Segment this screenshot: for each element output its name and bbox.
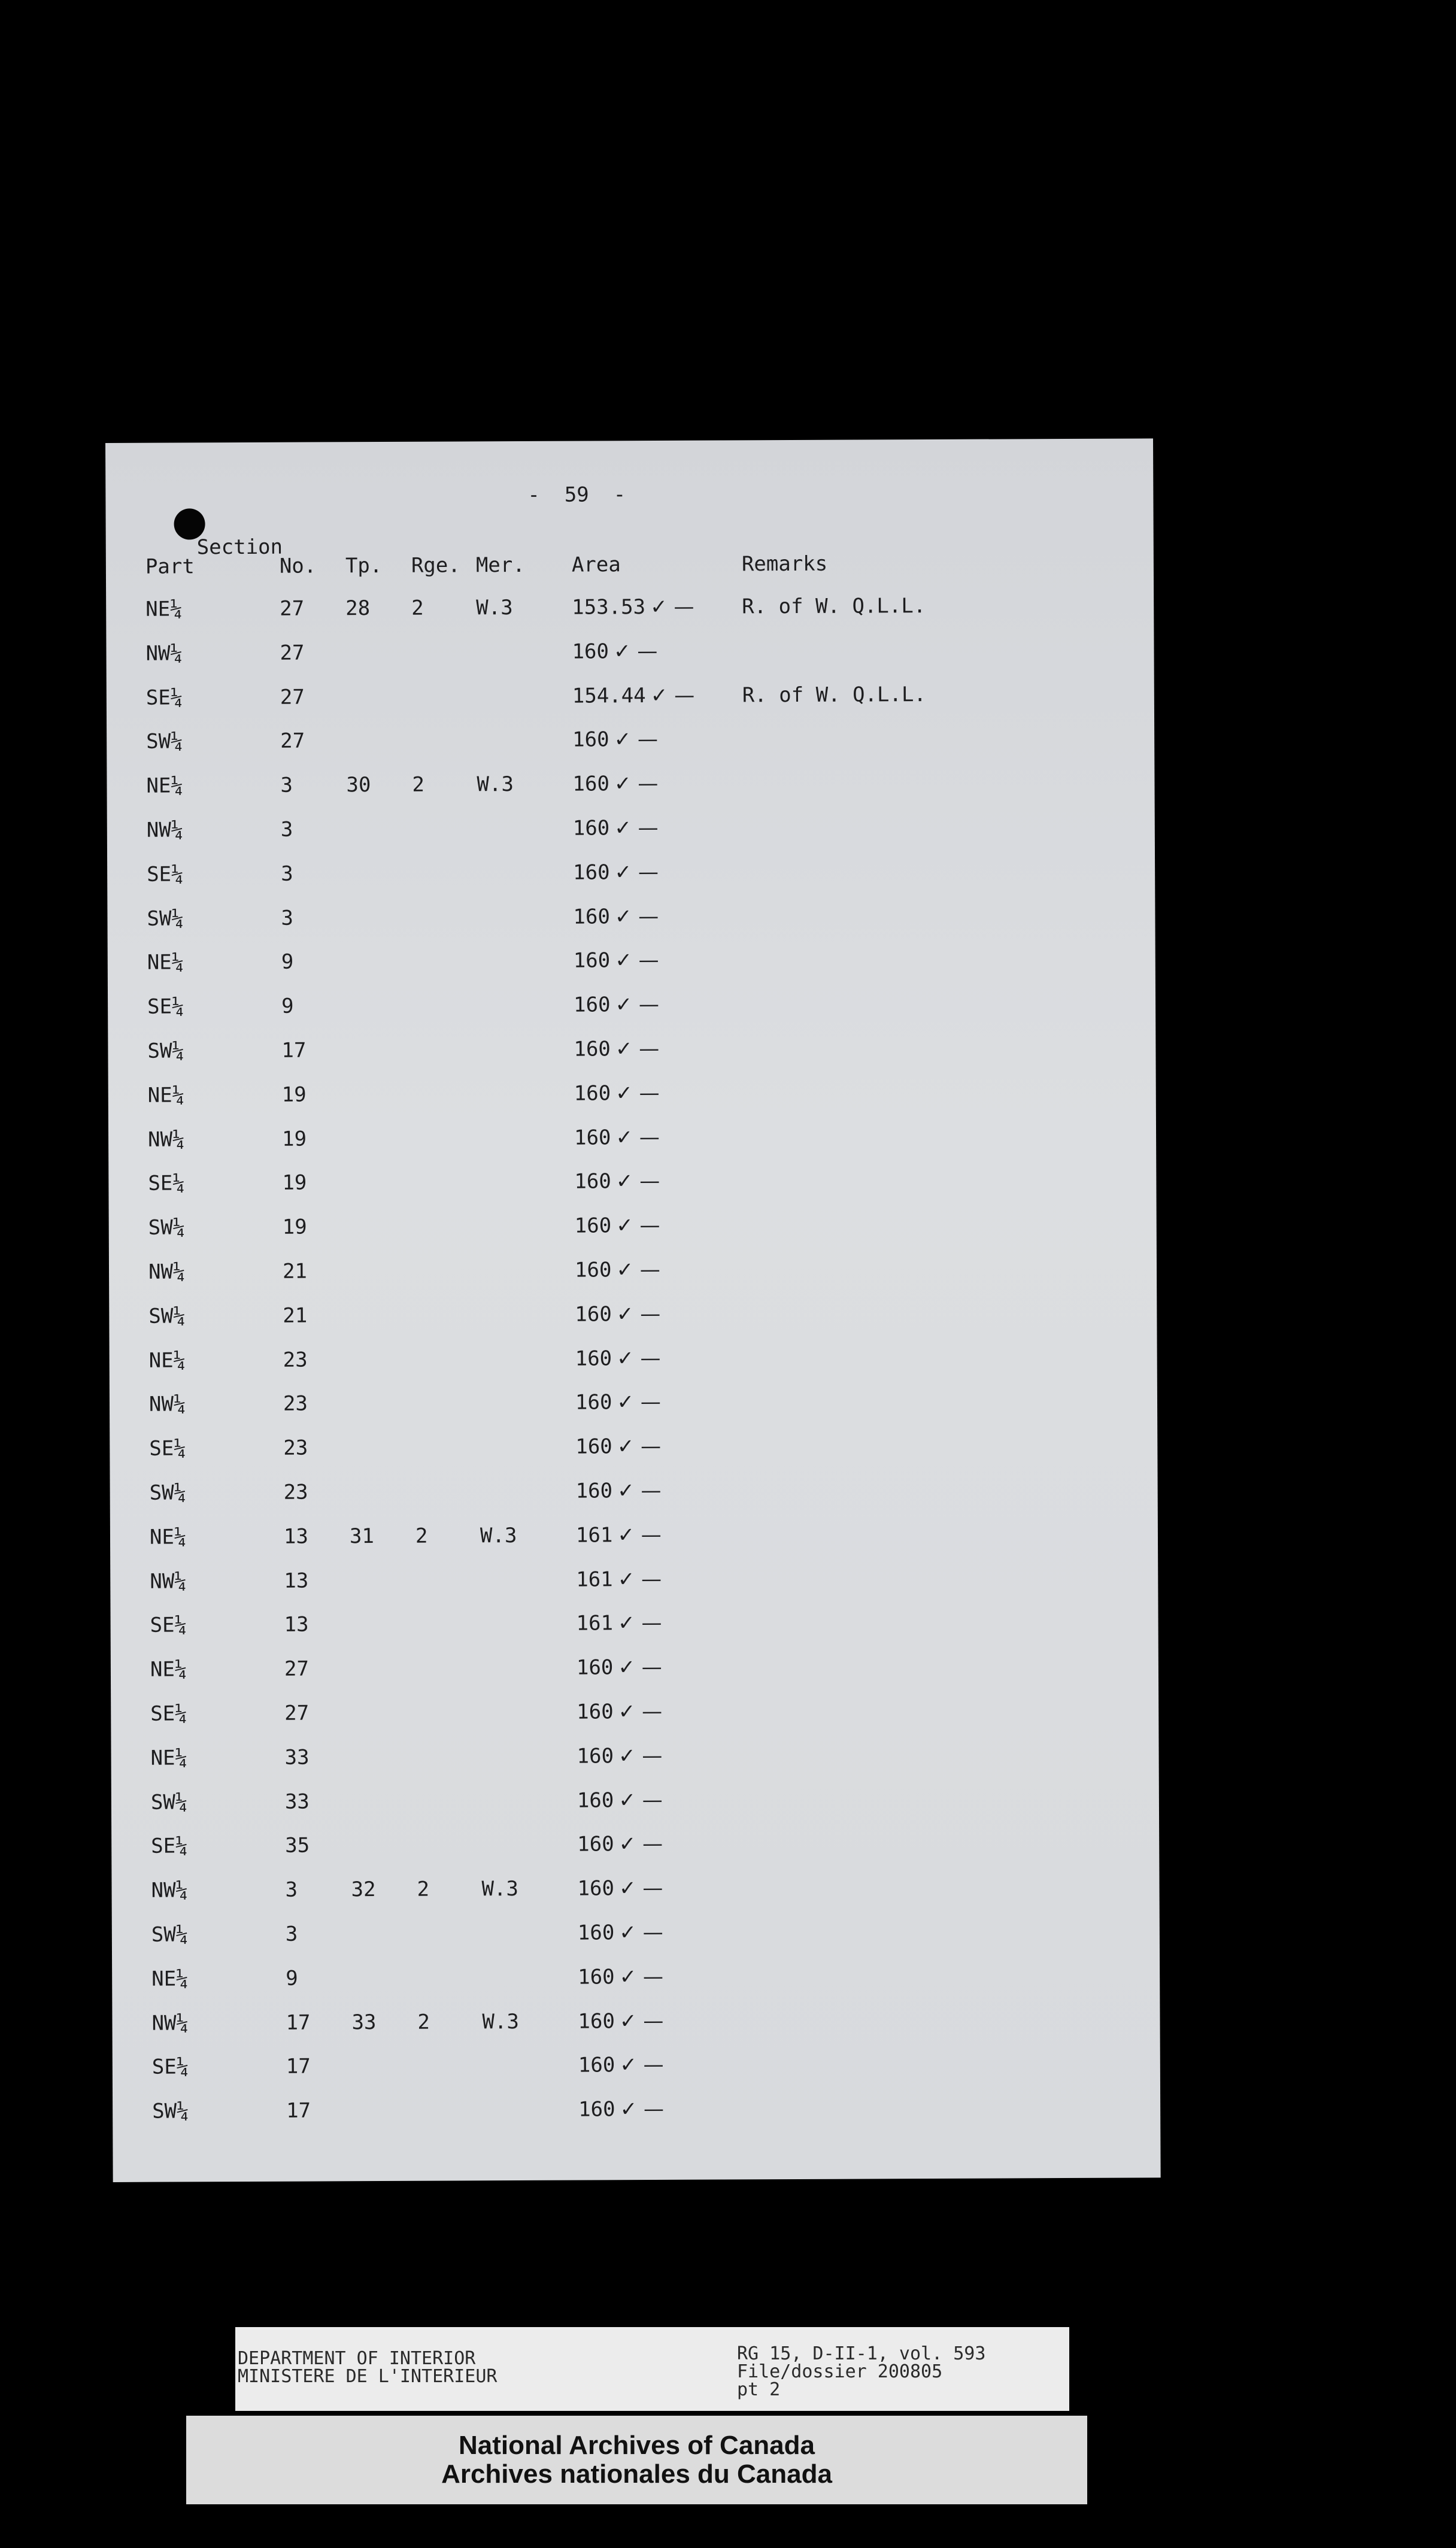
- cell-area: 160: [572, 727, 609, 752]
- check-mark: ✓ —: [618, 1743, 663, 1769]
- table-row: [113, 2051, 1160, 2080]
- check-mark: ✓ —: [618, 1699, 663, 1724]
- cell-part: NW¼: [150, 1569, 187, 1594]
- cell-no: 17: [281, 1038, 307, 1063]
- check-mark: ✓ —: [616, 1257, 660, 1282]
- table-row: [110, 1476, 1158, 1505]
- table-row: [107, 681, 1154, 710]
- cell-no: 3: [280, 817, 293, 842]
- cell-area: 160: [573, 948, 611, 973]
- check-mark: ✓ —: [650, 594, 694, 620]
- cell-area: 161: [575, 1523, 613, 1548]
- check-mark: ✓ —: [615, 1125, 660, 1149]
- cell-tp: 33: [351, 2010, 377, 2034]
- cell-area: 160: [576, 1655, 614, 1680]
- cell-remarks: R. of W. Q.L.L.: [742, 682, 926, 707]
- cell-part: SE¼: [151, 2055, 189, 2080]
- cell-area: 160: [577, 1832, 614, 1857]
- cell-part: NW¼: [147, 1127, 185, 1152]
- cell-part: SW¼: [150, 1790, 188, 1815]
- table-row: [106, 593, 1154, 621]
- table-row: [110, 1433, 1157, 1461]
- cell-area: 160: [574, 993, 611, 1017]
- table-row: [110, 1565, 1158, 1594]
- cell-no: 27: [280, 641, 305, 665]
- cell-area: 153.53: [572, 595, 646, 620]
- cell-remarks: R. of W. Q.L.L.: [742, 594, 926, 619]
- table-row: [112, 1962, 1160, 1991]
- cell-tp: 28: [345, 596, 371, 621]
- table-row: [110, 1388, 1157, 1417]
- cell-no: 3: [281, 906, 294, 930]
- cell-area: 160: [575, 1302, 612, 1327]
- check-mark: ✓ —: [615, 1169, 660, 1194]
- cell-no: 27: [284, 1701, 310, 1725]
- cell-part: SW¼: [152, 2099, 189, 2124]
- cell-part: NE¼: [147, 1083, 185, 1108]
- reference-line-2: File/dossier 200805: [737, 2361, 943, 2382]
- cell-area: 160: [577, 1700, 614, 1724]
- cell-area: 160: [577, 1876, 615, 1901]
- cell-rge: 2: [411, 596, 424, 620]
- table-row: [112, 1918, 1160, 1947]
- department-english: DEPARTMENT OF INTERIOR: [238, 2348, 476, 2369]
- cell-part: SE¼: [150, 1613, 187, 1638]
- cell-part: NE¼: [146, 774, 184, 798]
- table-row: [113, 2095, 1160, 2124]
- check-mark: ✓ —: [614, 815, 659, 841]
- table-row: [112, 2007, 1160, 2036]
- table-row: [111, 1697, 1158, 1726]
- check-mark: ✓ —: [614, 727, 659, 752]
- cell-no: 17: [286, 2098, 311, 2123]
- cell-area: 161: [576, 1611, 614, 1636]
- cell-no: 35: [285, 1833, 310, 1858]
- table-row: [111, 1654, 1158, 1682]
- table-row: [111, 1742, 1158, 1770]
- cell-area: 160: [578, 2097, 615, 2122]
- document-sheet: [105, 438, 1161, 2182]
- cell-no: 27: [284, 1657, 309, 1681]
- cell-tp: 30: [346, 773, 371, 797]
- cell-mer: W.3: [476, 596, 513, 620]
- table-row: [111, 1609, 1158, 1638]
- check-mark: ✓ —: [618, 1611, 662, 1636]
- cell-part: SW¼: [148, 1304, 186, 1328]
- page-number: - 59 -: [527, 483, 626, 507]
- cell-part: NW¼: [146, 818, 184, 842]
- cell-part: SW¼: [151, 1922, 189, 1947]
- cell-area: 160: [575, 1479, 613, 1503]
- header-no: No.: [279, 554, 317, 578]
- cell-no: 33: [284, 1745, 310, 1770]
- cell-mer: W.3: [481, 1877, 519, 1901]
- cell-part: SE¼: [147, 862, 184, 887]
- header-remarks: Remarks: [741, 551, 828, 577]
- check-mark: ✓ —: [614, 860, 659, 885]
- cell-mer: W.3: [482, 2009, 520, 2034]
- check-mark: ✓ —: [620, 2053, 664, 2077]
- cell-rge: 2: [417, 1877, 430, 1901]
- check-mark: ✓ —: [617, 1346, 661, 1370]
- check-mark: ✓ —: [614, 772, 659, 796]
- cell-no: 13: [284, 1612, 309, 1637]
- reference-line-3: pt 2: [737, 2379, 781, 2400]
- table-row: [108, 1167, 1156, 1196]
- check-mark: ✓ —: [613, 639, 658, 664]
- check-mark: ✓ —: [617, 1522, 662, 1548]
- cell-no: 3: [285, 1877, 298, 1902]
- cell-no: 17: [286, 2054, 311, 2079]
- cell-no: 27: [280, 729, 305, 754]
- check-mark: ✓ —: [618, 1655, 662, 1680]
- cell-area: 160: [577, 1744, 614, 1769]
- table-row: [108, 1035, 1155, 1063]
- cell-rge: 2: [415, 1524, 428, 1548]
- cell-part: NW¼: [151, 1878, 189, 1903]
- check-mark: ✓ —: [617, 1434, 662, 1459]
- department-french: MINISTERE DE L'INTERIEUR: [238, 2366, 498, 2387]
- cell-area: 160: [574, 1037, 611, 1061]
- cell-no: 23: [283, 1391, 308, 1416]
- cell-part: NE¼: [150, 1657, 187, 1682]
- cell-area: 160: [577, 1921, 615, 1945]
- cell-no: 17: [286, 2010, 311, 2035]
- cell-no: 27: [280, 596, 305, 621]
- header-tp: Tp.: [345, 553, 383, 578]
- cell-area: 160: [572, 772, 610, 796]
- archive-name-english: National Archives of Canada: [459, 2431, 815, 2461]
- table-row: [107, 858, 1155, 887]
- check-mark: ✓ —: [615, 1081, 660, 1106]
- check-mark: ✓ —: [619, 2009, 664, 2033]
- cell-no: 27: [280, 685, 305, 709]
- cell-area: 154.44: [572, 683, 646, 708]
- cell-part: NW¼: [148, 1260, 186, 1284]
- cell-no: 19: [282, 1170, 307, 1196]
- cell-area: 160: [578, 2009, 615, 2034]
- check-mark: ✓ —: [619, 1964, 664, 1989]
- table-row: [109, 1300, 1157, 1328]
- table-row: [108, 1123, 1156, 1152]
- cell-part: NW¼: [151, 2011, 189, 2036]
- check-mark: ✓ —: [617, 1567, 662, 1591]
- check-mark: ✓ —: [615, 948, 659, 973]
- cell-rge: 2: [412, 772, 425, 797]
- header-area: Area: [571, 553, 621, 577]
- table-row: [106, 637, 1154, 666]
- check-mark: ✓ —: [616, 1302, 661, 1327]
- cell-part: NE¼: [150, 1746, 188, 1770]
- cell-no: 21: [283, 1303, 308, 1328]
- header-part: Part: [145, 554, 195, 579]
- cell-part: SW¼: [147, 1039, 184, 1063]
- table-row: [107, 770, 1154, 799]
- cell-area: 160: [574, 1081, 611, 1106]
- check-mark: ✓ —: [650, 683, 695, 708]
- table-row: [111, 1786, 1159, 1815]
- cell-no: 13: [284, 1569, 309, 1593]
- table-row: [108, 1079, 1156, 1108]
- table-row: [110, 1344, 1157, 1373]
- check-mark: ✓ —: [620, 2097, 665, 2122]
- cell-area: 160: [578, 2053, 615, 2077]
- cell-no: 23: [283, 1480, 308, 1504]
- cell-area: 160: [573, 860, 610, 885]
- cell-part: SE¼: [151, 1834, 188, 1859]
- cell-part: NE¼: [151, 1967, 189, 1991]
- cell-no: 9: [281, 994, 294, 1018]
- cell-no: 13: [283, 1524, 309, 1549]
- cell-no: 21: [282, 1259, 308, 1284]
- table-row: [109, 1212, 1157, 1240]
- check-mark: ✓ —: [618, 1788, 663, 1812]
- cell-rge: 2: [417, 2010, 430, 2034]
- cell-area: 160: [577, 1788, 614, 1813]
- cell-area: 160: [578, 1965, 615, 1989]
- reference-line-1: RG 15, D-II-1, vol. 593: [737, 2343, 986, 2364]
- cell-area: 160: [572, 639, 609, 664]
- cell-part: SW¼: [146, 729, 183, 754]
- header-mer: Mer.: [475, 553, 525, 578]
- cell-part: NE¼: [147, 950, 184, 975]
- check-mark: ✓ —: [617, 1390, 661, 1415]
- cell-part: NE¼: [148, 1348, 186, 1373]
- table-row: [109, 1255, 1157, 1284]
- table-row: [107, 726, 1154, 754]
- check-mark: ✓ —: [618, 1832, 663, 1857]
- table-row: [111, 1830, 1159, 1859]
- table-row: [107, 902, 1155, 931]
- cell-part: NW¼: [148, 1392, 186, 1417]
- header-section: Section: [196, 535, 283, 560]
- cell-part: SE¼: [145, 685, 183, 710]
- table-row: [108, 947, 1155, 975]
- cell-part: SE¼: [149, 1436, 186, 1461]
- cell-part: SW¼: [147, 906, 184, 931]
- cell-no: 19: [281, 1127, 307, 1151]
- cell-no: 3: [281, 862, 293, 886]
- check-mark: ✓ —: [616, 1214, 660, 1238]
- table-row: [107, 814, 1155, 842]
- table-row: [111, 1874, 1159, 1903]
- cell-area: 160: [574, 1125, 611, 1150]
- archive-reference-label: [235, 2327, 1069, 2411]
- cell-area: 161: [576, 1567, 613, 1592]
- cell-area: 160: [575, 1434, 612, 1459]
- table-row: [108, 991, 1155, 1020]
- cell-area: 160: [572, 816, 610, 841]
- cell-area: 160: [575, 1390, 612, 1415]
- cell-part: NE¼: [149, 1525, 187, 1549]
- cell-part: SW¼: [149, 1481, 187, 1505]
- cell-no: 23: [283, 1436, 308, 1460]
- check-mark: ✓ —: [617, 1478, 662, 1503]
- cell-no: 23: [283, 1348, 308, 1372]
- cell-no: 33: [284, 1789, 310, 1814]
- cell-no: 3: [285, 1922, 298, 1946]
- cell-mer: W.3: [480, 1523, 517, 1548]
- cell-part: SE¼: [150, 1701, 187, 1726]
- cell-no: 9: [281, 950, 294, 975]
- archive-banner: [186, 2416, 1087, 2504]
- cell-no: 19: [282, 1215, 307, 1239]
- cell-no: 19: [281, 1082, 307, 1107]
- cell-part: NE¼: [145, 597, 183, 621]
- archive-name-french: Archives nationales du Canada: [441, 2459, 832, 2489]
- cell-part: SE¼: [147, 994, 184, 1019]
- check-mark: ✓ —: [614, 904, 659, 929]
- check-mark: ✓ —: [619, 1920, 663, 1945]
- header-rge: Rge.: [411, 553, 460, 578]
- cell-area: 160: [574, 1258, 612, 1282]
- cell-area: 160: [574, 1169, 611, 1194]
- cell-tp: 32: [351, 1877, 376, 1902]
- cell-part: NW¼: [145, 641, 183, 666]
- cell-no: 3: [280, 773, 293, 797]
- check-mark: ✓ —: [615, 1036, 660, 1061]
- cell-area: 160: [575, 1346, 612, 1371]
- cell-mer: W.3: [477, 772, 514, 797]
- cell-part: SW¼: [148, 1215, 186, 1240]
- cell-area: 160: [573, 904, 610, 929]
- cell-part: SE¼: [148, 1171, 185, 1196]
- check-mark: ✓ —: [615, 993, 659, 1017]
- cell-no: 9: [286, 1966, 298, 1991]
- table-row: [110, 1521, 1158, 1549]
- check-mark: ✓ —: [618, 1876, 663, 1901]
- cell-tp: 31: [349, 1524, 375, 1549]
- cell-area: 160: [574, 1214, 612, 1238]
